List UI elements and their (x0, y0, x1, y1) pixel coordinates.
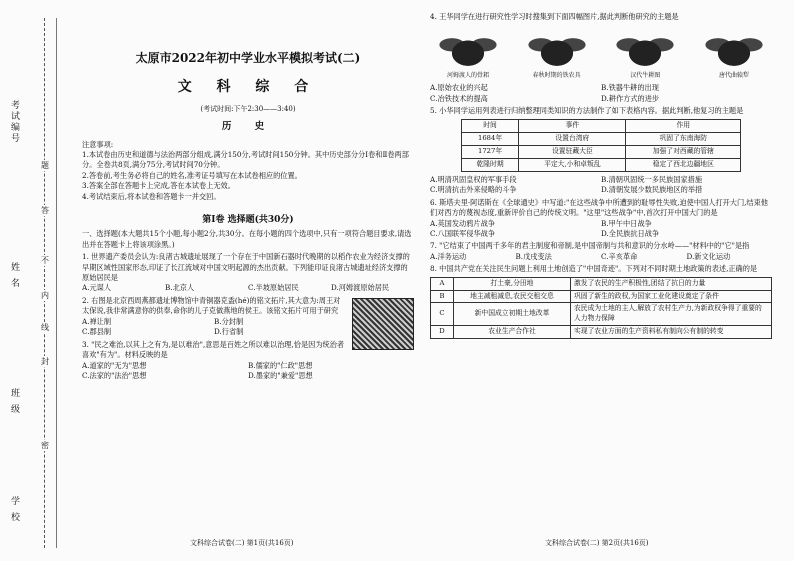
table-cell: 1727年 (461, 146, 519, 159)
table-cell: 地主减租减息,农民交租交息 (454, 290, 571, 303)
name-field: 姓 名 (9, 262, 19, 289)
option: B.甲午中日战争 (601, 218, 652, 228)
table-cell: 1684年 (461, 133, 519, 146)
question-stem: 3. "民之难治,以其上之有为,是以难治",意思是百姓之所以难以治理,恰是因为统治者喜欢"有为"。材料反映的是 (82, 339, 345, 360)
table-cell: 巩固了新生的政权,为国家工业化建设奠定了条件 (571, 290, 772, 303)
ox-plough-image (613, 28, 677, 70)
question-stem: 1. 世界遗产委员会认为:良渚古城遗址展现了一个存在于中国新石器时代晚期的以稻作农业为经济支撑的早期区域性国家形态,印证了长江流域对中国文明起源的杰出贡献。下列能印证良渚古城遗址经济支撑的原始居民是 (82, 252, 410, 283)
column-header: 事件 (519, 120, 626, 133)
question-6 (430, 198, 772, 240)
table-cell: 稳定了西北边疆地区 (626, 158, 741, 171)
seal-char: 不 (41, 256, 49, 265)
section-instruction: 一、选择题(本大题共15个小题,每小题2分,共30分。在每小题的四个选项中,只有一项符合题目要求,请选出并在答题卡上将该项涂黑。) (82, 229, 412, 249)
page-footer: 文科综合试卷(二) 第1页(共16页) (190, 539, 294, 547)
picture-caption: 春秋时期的铁农具 (532, 72, 581, 80)
page-one (82, 10, 414, 381)
question-stem: 6. 斯塔夫里·阿诺斯在《全球通史》中写道:"在这些战争中所遭到的耻辱性失败,迫使中国人打开大门,结束他们对西方的蔑视态度,重新评价自己的传统文明。"这里"这些战争"中,首次打开中国大门的是 (430, 197, 768, 218)
subject-title: 文 科 综 合 (177, 79, 319, 96)
option: A.洋务运动 (430, 251, 467, 261)
seal-line (44, 18, 45, 548)
column-header: 作用 (626, 120, 741, 133)
section-heading: 第Ⅰ卷 选择题(共30分) (202, 215, 294, 226)
table-cell: 设置驻藏大臣 (519, 146, 626, 159)
seal-char: 答 (41, 206, 49, 215)
school-field: 学 校 (9, 496, 19, 523)
options (430, 219, 772, 240)
question-8 (430, 264, 772, 339)
table-row (461, 146, 740, 159)
option: C.冶铁技术的提高 (430, 93, 488, 103)
bronze-inscription-rubbing (352, 298, 414, 350)
page-footer: 文科综合试卷(二) 第2页(共16页) (545, 539, 649, 547)
notes-title: 注意事项: (82, 139, 114, 149)
picture-caption: 唐代曲辕犁 (718, 72, 749, 80)
question-5 (430, 106, 772, 196)
option: C.郡县制 (82, 327, 112, 337)
note-item: 4.考试结束后,将本试卷和答题卡一并交回。 (82, 191, 221, 201)
option: A.明清巩固皇权的军事手段 (430, 174, 517, 184)
option: C.辛亥革命 (601, 251, 638, 261)
option: D.河姆渡原始居民 (331, 283, 390, 293)
exam-title: 太原市2022年初中学业水平模拟考试(二) (135, 51, 361, 65)
question-stem: 8. 中国共产党在关注民生问题上利用土地创造了"中国奇迹"。下列对不同时期土地政策的表述,正确的是 (430, 264, 758, 274)
options (430, 83, 772, 104)
question-stem: 2. 右图是北京西周燕都遗址博物馆中青铜器克盉(hé)的铭文拓片,其大意为:周王对太保说,我非常满意你的供奉,命你的儿子克做燕地的侯王。该铭文拓片可用于研究 (82, 295, 341, 316)
question-stem: 5. 小华同学运用列表进行归纳整理同类知识的方法制作了如下表格内容。据此判断,他复习的主题是 (430, 106, 744, 115)
option: D.清朝发展少数民族地区的举措 (601, 185, 703, 195)
curved-plough-image (702, 28, 766, 70)
option: C.明清抗击外来侵略的斗争 (430, 185, 517, 195)
table-cell: 实现了农业方面的生产资料私有制向公有制的转变 (571, 326, 772, 339)
q8-table (430, 277, 772, 339)
history-heading: 历 史 (221, 120, 275, 132)
option: D.行省制 (214, 327, 244, 337)
note-item: 1.本试卷由历史和道德与法治两部分组成,满分150分,考试时间150分钟。其中历史部分分Ⅰ卷和Ⅱ卷两部分。全卷共8页,满分75分,考试时间70分钟。 (82, 150, 409, 170)
table-cell: 巩固了东南海防 (626, 133, 741, 146)
picture-row (430, 28, 772, 81)
seal-char: 线 (41, 323, 49, 332)
table-cell: C (431, 303, 454, 326)
exam-time: (考试时间:下午2:30——3:40) (200, 104, 296, 113)
table-cell: 平定大,小和卓叛乱 (519, 158, 626, 171)
options (430, 252, 772, 262)
column-header: 时间 (461, 120, 519, 133)
notes-block (82, 140, 414, 203)
table-cell: A (431, 277, 454, 290)
table-cell: 激发了农民的生产积极性,团结了抗日的力量 (571, 277, 772, 290)
option: C.法家的"法治"思想 (82, 370, 147, 380)
table-cell: B (431, 290, 454, 303)
q5-table (461, 119, 741, 171)
option: B.铁器牛耕的出现 (601, 83, 659, 93)
option: C.八国联军侵华战争 (430, 229, 496, 238)
table-row (431, 277, 772, 290)
question-4 (430, 12, 772, 104)
option: B.北京人 (165, 283, 195, 293)
option: B.清朝巩固统一多民族国家措施 (601, 174, 703, 184)
iron-tool-image (525, 28, 589, 70)
picture (519, 28, 595, 81)
table-cell: 新中国成立初期土地改革 (454, 303, 571, 326)
table-cell: D (431, 326, 454, 339)
option: A.禅让制 (82, 316, 112, 326)
option: B.戊戌变法 (515, 251, 552, 261)
option: A.原始农业的兴起 (430, 83, 488, 93)
table-cell: 农业生产合作社 (454, 326, 571, 339)
option: C.半坡原始居民 (248, 283, 299, 293)
binding-line (56, 18, 57, 548)
question-1 (82, 252, 414, 294)
option: A.道家的"无为"思想 (82, 360, 147, 370)
picture (696, 28, 772, 81)
picture-caption: 河姆渡人的骨耜 (446, 72, 489, 80)
bone-spade-image (436, 28, 500, 70)
class-field: 班 级 (9, 388, 19, 415)
seal-char: 内 (41, 291, 49, 300)
option: A.英国发动鸦片战争 (430, 218, 495, 228)
table-header-row (461, 120, 740, 133)
option: D.耕作方式的进步 (601, 93, 660, 103)
option: D.全民族抗日战争 (601, 229, 660, 238)
note-item: 3.答案全部在答题卡上完成,答在本试卷上无效。 (82, 181, 235, 191)
seal-char: 题 (41, 161, 49, 170)
option: A.元谋人 (82, 283, 112, 293)
table-cell: 设置台湾府 (519, 133, 626, 146)
table-cell: 乾隆时期 (461, 158, 519, 171)
question-stem: 4. 王华同学在进行研究性学习时搜集到下面四幅图片,据此判断他研究的主题是 (430, 12, 679, 21)
table-row (431, 326, 772, 339)
question-7 (430, 241, 772, 262)
option: B.分封制 (214, 316, 244, 326)
option: D.墨家的"兼爱"思想 (248, 370, 313, 380)
exam-number-field: 考试编号 (9, 100, 19, 144)
table-cell: 农民成为土地的主人,解放了农村生产力,为新政权争得了重要的人力物力保障 (571, 303, 772, 326)
picture (607, 28, 683, 81)
page-two (430, 10, 772, 339)
binding-gutter (0, 0, 64, 561)
table-row (461, 133, 740, 146)
seal-char: 密 (41, 441, 49, 450)
options (82, 317, 346, 338)
options (82, 283, 414, 293)
options (82, 361, 414, 382)
table-cell: 打土豪,分田地 (454, 277, 571, 290)
note-item: 2.答卷前,考生务必将自己的姓名,准考证号填写在本试卷相应的位置。 (82, 170, 302, 180)
table-row (461, 158, 740, 171)
option: B.儒家的"仁政"思想 (248, 360, 313, 370)
question-2 (82, 296, 414, 338)
option: D.新文化运动 (686, 251, 731, 261)
table-cell: 加强了对西藏的管辖 (626, 146, 741, 159)
picture-caption: 汉代牛耕图 (630, 72, 661, 80)
options (430, 175, 772, 196)
table-row (431, 290, 772, 303)
picture (430, 28, 506, 81)
seal-char: 封 (41, 357, 49, 366)
question-stem: 7. "它结束了中国两千多年的君主制度和帝制,是中国帝制与共和意识的分水岭——"材料中的"它"是指 (430, 241, 750, 251)
table-row (431, 303, 772, 326)
